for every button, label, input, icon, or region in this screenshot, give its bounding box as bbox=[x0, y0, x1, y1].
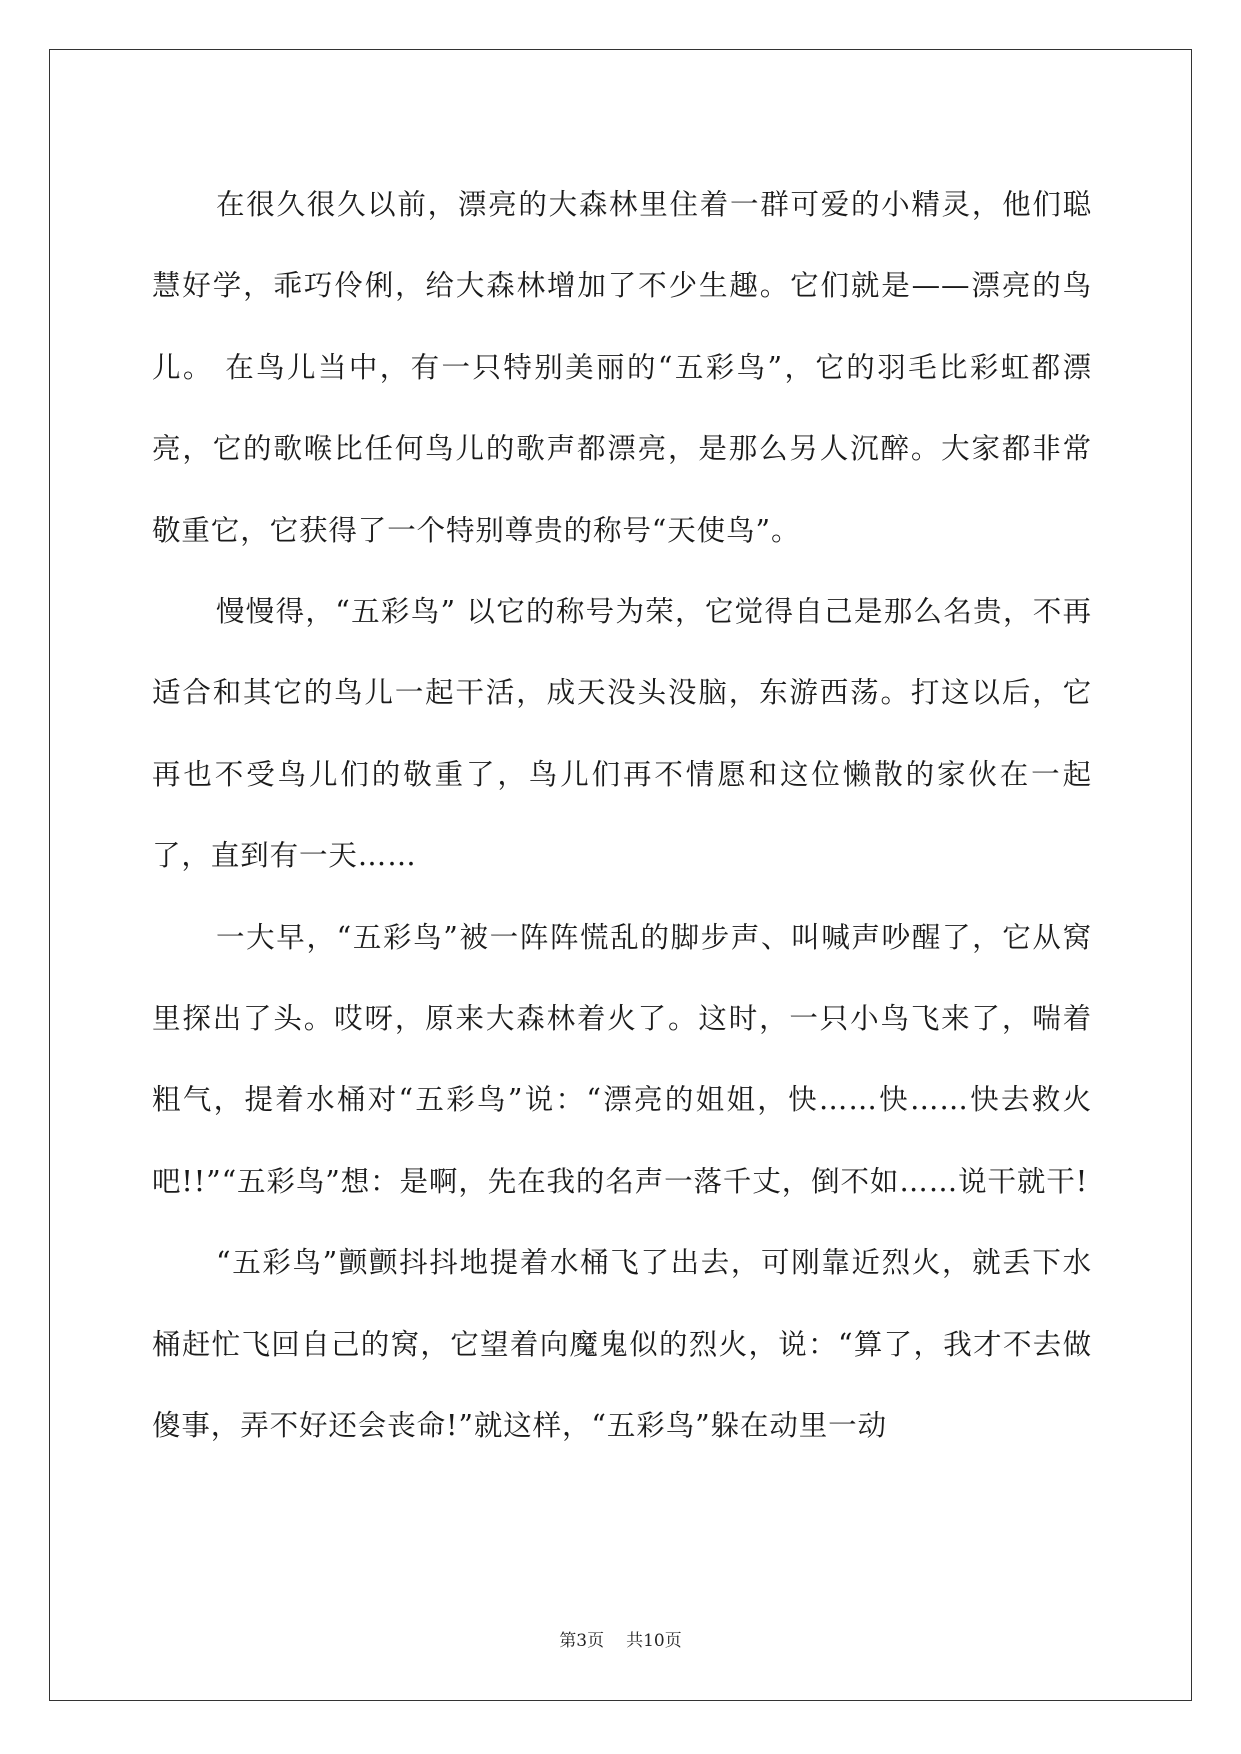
page-total: 共10页 bbox=[626, 1631, 682, 1651]
page-footer bbox=[0, 1626, 1241, 1651]
document-body bbox=[152, 164, 1092, 1467]
paragraph: 在很久很久以前，漂亮的大森林里住着一群可爱的小精灵，他们聪慧好学，乖巧伶俐，给大森林增加了不少生趣。它们就是——漂亮的鸟儿。 在鸟儿当中，有一只特别美丽的“五彩鸟”，它的羽毛比彩虹都漂亮，它的歌喉比任何鸟儿的歌声都漂亮，是那么另人沉醉。大家都非常敬重它，它获得了一个特别尊贵的称号“天使鸟”。 bbox=[152, 188, 1092, 547]
page-number: 第3页 bbox=[559, 1631, 605, 1651]
paragraph: 一大早，“五彩鸟”被一阵阵慌乱的脚步声、叫喊声吵醒了，它从窝里探出了头。哎呀，原来大森林着火了。这时，一只小鸟飞来了，喘着粗气，提着水桶对“五彩鸟”说：“漂亮的姐姐，快……快……快去救火吧!!”“五彩鸟”想：是啊，先在我的名声一落千丈，倒不如……说干就干! bbox=[152, 920, 1092, 1198]
paragraph: 慢慢得，“五彩鸟” 以它的称号为荣，它觉得自己是那么名贵，不再适合和其它的鸟儿一起干活，成天没头没脑，东游西荡。打这以后，它再也不受鸟儿们的敬重了，鸟儿们再不情愿和这位懒散的家伙在一起了，直到有一天…… bbox=[152, 595, 1092, 873]
paragraph: “五彩鸟”颤颤抖抖地提着水桶飞了出去，可刚靠近烈火，就丢下水桶赶忙飞回自己的窝，它望着向魔鬼似的烈火，说：“算了，我才不去做傻事，弄不好还会丧命!”就这样，“五彩鸟”躲在动里一动 bbox=[152, 1246, 1092, 1443]
